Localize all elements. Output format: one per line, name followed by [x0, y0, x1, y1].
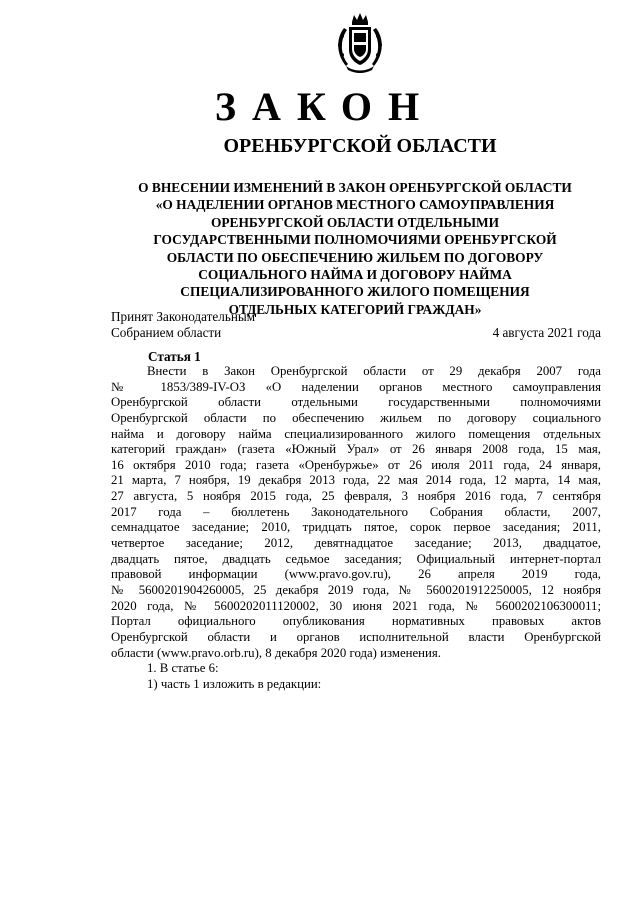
- subject-line: СОЦИАЛЬНОГО НАЙМА И ДОГОВОРУ НАЙМА: [198, 267, 512, 283]
- body-line: 16 октября 2010 года; газета «Оренбуржье» от 26 июля 2011 года, 24 января,: [111, 457, 601, 472]
- body-line: 2020 года, № 5600202011120002, 30 июня 2021 года, № 5600202106300011;: [111, 598, 601, 613]
- article-body: [111, 364, 601, 692]
- subject-line: СПЕЦИАЛИЗИРОВАННОГО ЖИЛОГО ПОМЕЩЕНИЯ: [180, 284, 530, 300]
- body-line: 27 августа, 5 ноября 2015 года, 25 февраля, 3 ноября 2016 года, 7 сентября: [111, 489, 601, 504]
- subject-line: ОБЛАСТИ ПО ОБЕСПЕЧЕНИЮ ЖИЛЬЕМ ПО ДОГОВОРУ: [166, 249, 544, 265]
- adoption-block: [111, 309, 601, 341]
- subject-line: ОРЕНБУРГСКОЙ ОБЛАСТИ ОТДЕЛЬНЫМИ: [210, 214, 500, 230]
- body-line: Портал официального опубликования нормативных правовых актов: [111, 614, 601, 629]
- body-line: семнадцатое заседание; 2010, тридцать пятое, сорок первое заседания; 2011,: [111, 520, 601, 535]
- adopted-by-line: Собранием области: [111, 325, 222, 340]
- coat-of-arms-icon: [334, 12, 386, 74]
- body-line: 1. В статье 6:: [147, 661, 219, 676]
- subject-line: «О НАДЕЛЕНИИ ОРГАНОВ МЕСТНОГО САМОУПРАВЛЕНИЯ: [155, 197, 555, 213]
- body-line: области (www.pravo.orb.ru), 8 декабря 2020 года) изменения.: [111, 645, 441, 660]
- law-subject-heading: [108, 179, 602, 318]
- body-line: категорий граждан» (газета «Южный Урал» от 26 января 2008 года, 15 мая,: [111, 442, 601, 457]
- body-line: четвертое заседание; 2012, девятнадцатое заседание; 2013, двадцатое,: [111, 536, 601, 551]
- body-line: Оренбургской области отдельными государственными полномочиями: [111, 395, 601, 410]
- body-line: 21 марта, 7 ноября, 19 декабря 2013 года, 22 мая 2014 года, 12 марта, 14 мая,: [111, 473, 601, 488]
- adopted-by-line: Принят Законодательным: [111, 309, 256, 324]
- body-line: № 1853/389-IV-ОЗ «О наделении органов местного самоуправления: [111, 379, 601, 394]
- article-title: Статья 1: [148, 349, 201, 364]
- body-line: 2017 года – бюллетень Законодательного Собрания области, 2007,: [111, 504, 601, 519]
- body-line: 1) часть 1 изложить в редакции:: [147, 676, 322, 691]
- body-line: Оренбургской области и органов исполнительной власти Оренбургской: [111, 629, 601, 644]
- region-title: ОРЕНБУРГСКОЙ ОБЛАСТИ: [223, 135, 497, 157]
- document-type-title: ЗАКОН: [214, 84, 436, 129]
- body-line: двадцать пятое, двадцать седьмое заседания; Официальный интернет-портал: [111, 551, 601, 566]
- subject-line: ОТДЕЛЬНЫХ КАТЕГОРИЙ ГРАЖДАН»: [228, 301, 482, 317]
- subject-line: О ВНЕСЕНИИ ИЗМЕНЕНИЙ В ЗАКОН ОРЕНБУРГСКОЙ ОБЛАСТИ: [138, 180, 572, 195]
- body-line: Внести в Закон Оренбургской области от 29 декабря 2007 года: [147, 364, 601, 378]
- subject-line: ГОСУДАРСТВЕННЫМИ ПОЛНОМОЧИЯМИ ОРЕНБУРГСКОЙ: [153, 232, 557, 248]
- adoption-date: 4 августа 2021 года: [492, 325, 601, 340]
- body-line: Оренбургской области по обеспечению жильем по договору социального: [111, 410, 601, 425]
- body-line: найма и договору найма специализированного жилого помещения отдельных: [111, 426, 601, 441]
- body-line: правовой информации (www.pravo.gov.ru), 26 апреля 2019 года,: [111, 567, 601, 582]
- body-line: № 5600201904260005, 25 декабря 2019 года, № 5600201912250005, 12 ноября: [111, 582, 601, 597]
